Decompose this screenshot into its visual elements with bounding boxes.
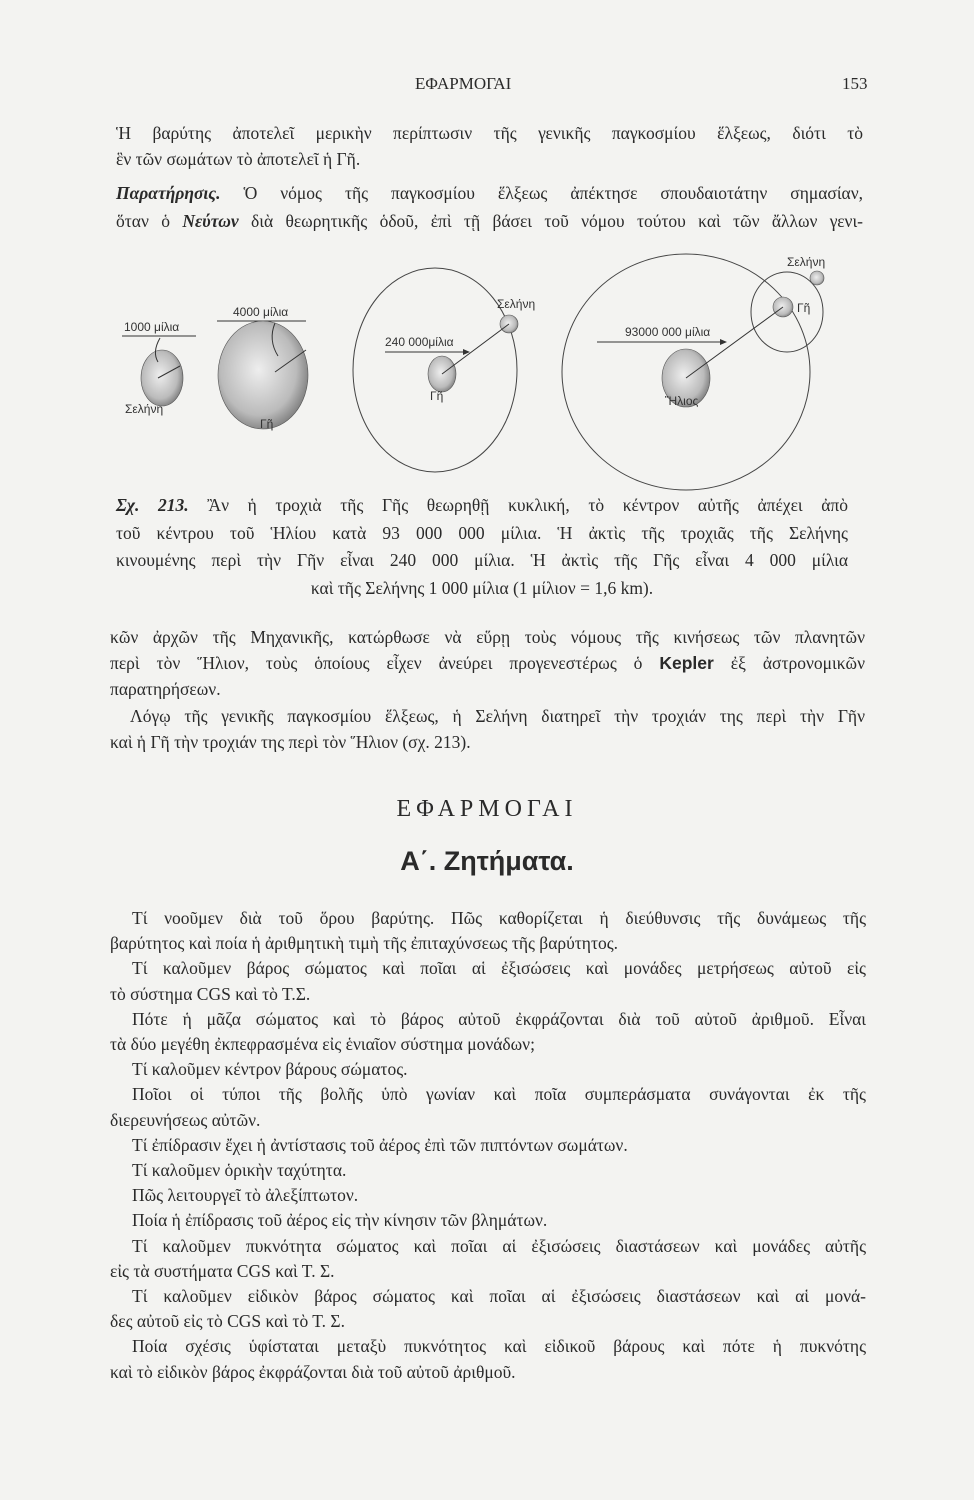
page-number: 153	[842, 74, 868, 93]
moon-label: Σελήνη	[125, 402, 164, 416]
question-continuation-line: καὶ τὸ εἰδικὸν βάρος ἐκφράζονται διὰ τοῦ αὐτοῦ ἀριθμοῦ.	[110, 1361, 516, 1382]
question-line: Τί νοοῦμεν διὰ τοῦ ὅρου βαρύτης. Πῶς καθορίζεται ἡ διεύθυνσις τῆς δυνάμεως τῆς	[132, 908, 866, 928]
question-continuation-line: εἰς τὰ συστήματα CGS καὶ Τ. Σ.	[110, 1260, 335, 1281]
question-line: Τί καλοῦμεν πυκνότητα σώματος καὶ ποῖαι αἱ ἐξισώσεις διαστάσεων καὶ μονάδες αὐτῆς	[132, 1235, 866, 1256]
sun-label: Ἥλιος	[665, 394, 699, 408]
question-line: Τί καλοῦμεν βάρος σώματος καὶ ποῖαι αἱ ἐξισώσεις καὶ μονάδες μετρήσεως αὐτοῦ εἰς	[132, 958, 866, 979]
section-title: ΕΦΑΡΜΟΓΑΙ	[396, 796, 578, 822]
running-title: ΕΦΑΡΜΟΓΑΙ	[415, 74, 512, 93]
earth-orbit-radius-label: 93000 000 μίλια	[625, 325, 711, 339]
body-line: παρατηρήσεων.	[110, 679, 221, 699]
note-text: διὰ θεωρητικῆς ὁδοῦ, ἐπὶ τῇ βάσει τοῦ νόμου τούτου καὶ τῶν ἄλλων γενι-	[250, 211, 864, 231]
note-label: Παρατήρησις.	[116, 183, 221, 203]
question-line: Ποία σχέσις ὑφίσταται μεταξὺ πυκνότητος καὶ εἰδικοῦ βάρους καὶ πότε ἡ πυκνότης	[132, 1336, 866, 1357]
intro-line: Ἡ βαρύτης ἀποτελεῖ μερικὴν περίπτωσιν τῆς γενικῆς παγκοσμίου ἕλξεως, διότι τὸ	[116, 123, 863, 143]
caption-label: Σχ. 213.	[116, 495, 189, 515]
caption-line	[116, 494, 848, 516]
section-subtitle: Α΄. Ζητήματα.	[400, 846, 574, 876]
figure-213	[0, 0, 974, 500]
caption-text: Ἂν ἡ τροχιὰ τῆς Γῆς θεωρηθῇ κυκλική, τὸ κέντρον αὐτῆς ἀπέχει ἀπὸ	[207, 495, 849, 515]
orbit-earth-label: Γῆ	[430, 389, 444, 403]
note-text: Ὁ νόμος τῆς παγκοσμίου ἕλξεως ἀπέκτησε σπουδαιοτάτην σημασίαν,	[243, 183, 864, 203]
moon-sphere	[141, 350, 183, 406]
question-line: Τί καλοῦμεν κέντρον βάρους σώματος.	[132, 1059, 408, 1080]
question-continuation-line: βαρύτητος καὶ ποία ἡ ἀριθμητικὴ τιμὴ τῆς ἐπιταχύνσεως τῆς βαρύτητος.	[110, 933, 619, 954]
body-line: Λόγῳ τῆς γενικῆς παγκοσμίου ἕλξεως, ἡ Σελήνη διατηρεῖ τὴν τροχιάν της περὶ τὴν Γῆν	[130, 706, 865, 726]
question-line: Τί καλοῦμεν εἰδικὸν βάρος σώματος καὶ ποῖαι αἱ ἐξισώσεις διαστάσεων καὶ αἱ μονά-	[132, 1286, 866, 1306]
question-line: Πῶς λειτουργεῖ τὸ ἀλεξίπτωτον.	[132, 1185, 359, 1206]
body-text: περὶ τὸν Ἥλιον, τοὺς ὁποίους εἶχεν ἀνεύρει προγενεστέρως ὁ	[110, 653, 643, 673]
question-line: Ποῖοι οἱ τύποι τῆς βολῆς ὑπὸ γωνίαν καὶ ποῖα συμπεράσματα συνάγονται ἐκ τῆς	[132, 1084, 866, 1105]
note-text: ὅταν ὁ	[116, 211, 170, 231]
caption-line: κινουμένης περὶ τὴν Γῆν εἶναι 240 000 μίλια. Ἡ ἀκτὶς τῆς Γῆς εἶναι 4 000 μίλια	[116, 550, 848, 570]
question-line: Ποία ἡ ἐπίδρασις τοῦ ἀέρος εἰς τὴν κίνησιν τῶν βλημάτων.	[132, 1210, 548, 1231]
body-line: κῶν ἀρχῶν τῆς Μηχανικῆς, κατώρθωσε νὰ εὕρῃ τοὺς νόμους τῆς κινήσεως τῶν πλανητῶν	[110, 627, 865, 647]
moon-orbit-diagram	[353, 268, 535, 472]
orbit2-moon-label: Σελήνη	[787, 255, 826, 269]
question-continuation-line: τὰ δύο μεγέθη ἐκπεφρασμένα εἰς ἑνιαῖον σύστημα μονάδων;	[110, 1034, 535, 1054]
orbit-moon-label: Σελήνη	[497, 297, 536, 311]
moon-radius-label: 1000 μίλια	[124, 320, 180, 334]
question-continuation-line: διερευνήσεως αὐτῶν.	[110, 1109, 261, 1130]
earth-sphere	[218, 321, 308, 429]
earth-size-diagram	[217, 305, 308, 431]
question-line: Τί ἐπίδρασιν ἔχει ἡ ἀντίστασις τοῦ ἀέρος ἐπὶ τῶν πιπτόντων σωμάτων.	[132, 1134, 628, 1155]
question-line: Πότε ἡ μᾶζα σώματος καὶ τὸ βάρος αὐτοῦ ἐκφράζονται διὰ τοῦ αὐτοῦ ἀριθμοῦ. Εἶναι	[132, 1008, 866, 1029]
earth-radius-label: 4000 μίλια	[233, 305, 289, 319]
newton-name: Νεύτων	[182, 211, 239, 231]
question-line: Τί καλοῦμεν ὁρικὴν ταχύτητα.	[132, 1160, 347, 1180]
earth-label: Γῆ	[260, 417, 274, 431]
question-continuation-line: δες αὐτοῦ εἰς τὸ CGS καὶ τὸ Τ. Σ.	[110, 1311, 345, 1332]
body-text: ἐξ ἀστρονομικῶν	[730, 653, 865, 673]
moon-size-diagram	[122, 320, 196, 416]
moon-orbit-radius-label: 240 000μίλια	[385, 335, 454, 349]
caption-line: καὶ τῆς Σελήνης 1 000 μίλια (1 μίλιον = 1,6 km).	[310, 578, 654, 598]
earth-orbit-diagram	[562, 254, 825, 490]
orbit2-earth-label: Γῆ	[797, 301, 811, 315]
caption-line: τοῦ κέντρου τοῦ Ἡλίου κατὰ 93 000 000 μίλια. Ἡ ἀκτὶς τῆς τροχιᾶς τῆς Σελήνης	[116, 523, 848, 543]
kepler-name: Kepler	[659, 653, 714, 673]
intro-line: ἓν τῶν σωμάτων τὸ ἀποτελεῖ ἡ Γῆ.	[116, 149, 361, 169]
body-line	[110, 652, 865, 674]
question-continuation-line: τὸ σύστημα CGS καὶ τὸ Τ.Σ.	[110, 983, 311, 1004]
body-line: καὶ ἡ Γῆ τὴν τροχιάν της περὶ τὸν Ἥλιον (σχ. 213).	[110, 732, 471, 752]
